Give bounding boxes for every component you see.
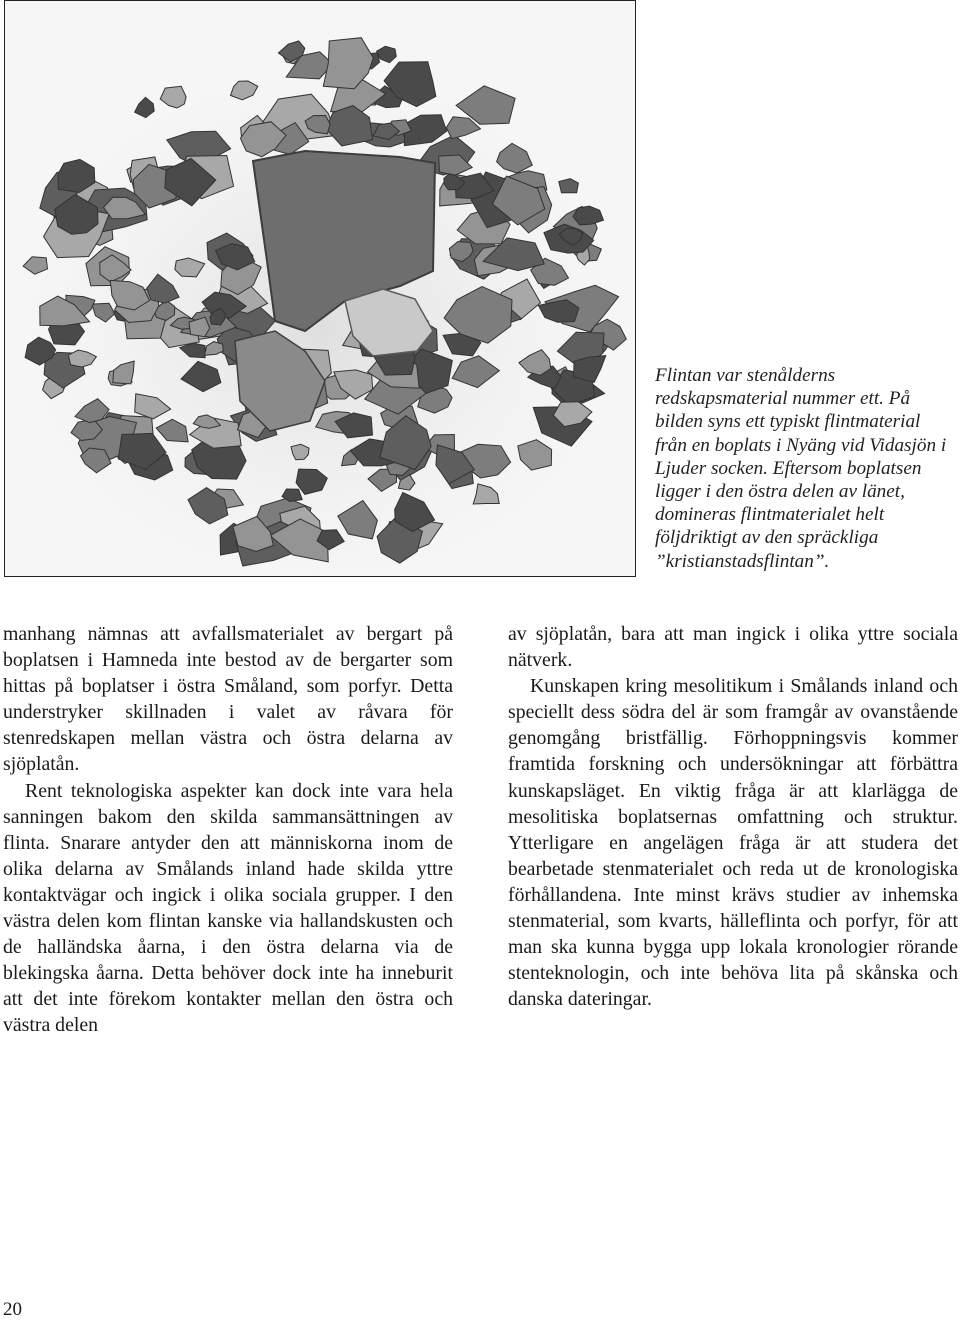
caption-text: Flintan var stenålderns redskapsmaterial nummer ett. På bilden syns ett typiskt flintmaterial från en boplats i Nyäng vid Vidasjön i Ljuder socken. Eftersom boplatsen ligger i den östra delen av länet, domineras flintmaterialet helt följdriktigt av den spräckliga ”kristianstadsflintan”. — [655, 365, 947, 572]
right-text-column — [508, 621, 958, 1012]
body-paragraph: av sjöplatån, bara att man ingick i olika yttre sociala nätverk. — [508, 623, 958, 672]
body-paragraph: manhang nämnas att avfallsmaterialet av bergart på boplatsen i Hamneda inte bestod av de bergarter som hittas på boplatser i östra Småland, som porfyr. Detta understryker skillnaden i valet av råvara för stenredskapen mellan västra och östra delarna av sjöplatån. — [3, 623, 453, 776]
body-paragraph: Kunskapen kring mesolitikum i Smålands inland och speciellt dess södra del är som framgår av ovanstående genomgång bristfällig. Förhoppningsvis kommer framtida forskning och undersökningar att förbättra kunskapsläget. En viktig fråga är att klarlägga de mesolitiska boplatsernas omfattning och struktur. Ytterligare en angelägen fråga är att studera det bearbetade stenmaterialet och reda ut de kronologiska förhållandena. Inte minst krävs studier av inhemska stenmaterial, som kvarts, hälleflinta och porfyr, för att man ska kunna bygga upp lokala kronologier rörande stenteknologin, och inte behöva lita på skånska och danska dateringar. — [508, 675, 958, 1011]
page-number: 20 — [3, 1299, 22, 1320]
left-text-column — [3, 621, 453, 1039]
flint-pile-image — [5, 1, 635, 576]
body-paragraph: Rent teknologiska aspekter kan dock inte vara hela sanningen bakom den skilda sammansättningen av flinta. Snarare antyder den att människorna inom de olika delarna av Smålands inland hade skilda yttre kontaktvägar och ingick i olika sociala grupper. I den västra delen kom flintan kanske via hallandskusten och de halländska åarna, i den östra delarna via de blekingska åarna. Detta behöver dock inte ha inneburit att det inte förekom kontakter mellan den östra och västra delen — [3, 779, 453, 1037]
photo-caption — [655, 364, 955, 573]
flint-photograph — [4, 0, 636, 577]
